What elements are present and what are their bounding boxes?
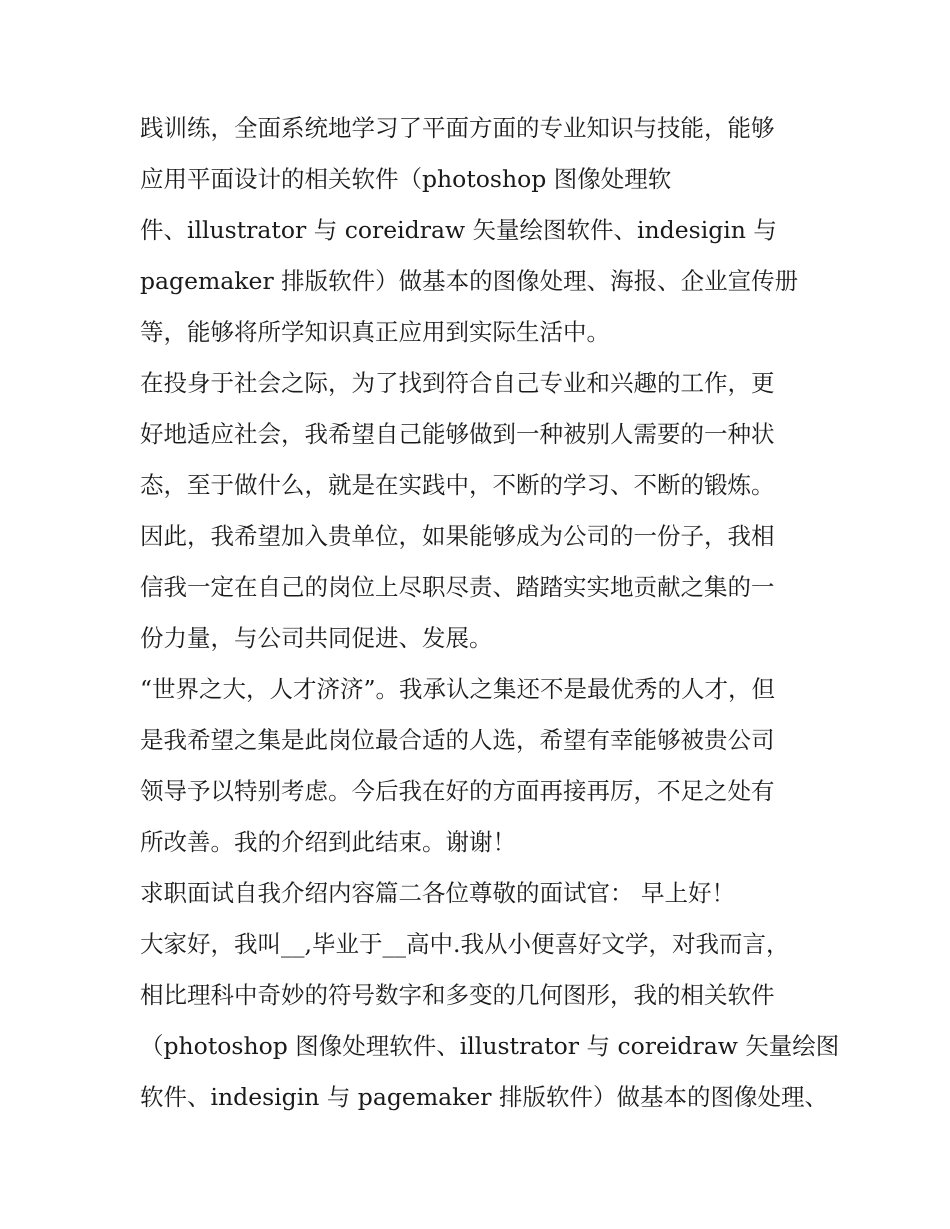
text-line: 等，能够将所学知识真正应用到实际生活中。 [140,318,610,346]
text-line: 件、illustrator 与 coreidraw 矢量绘图软件、indesigin 与 [140,216,777,244]
text-line: 所改善。我的介绍到此结束。谢谢！ [140,828,516,856]
text-line: 践训练，全面系统地学习了平面方面的专业知识与技能，能够 [140,114,775,142]
text-line: 在投身于社会之际，为了找到符合自己专业和兴趣的工作，更 [140,369,775,397]
text-line: 态，至于做什么，就是在实践中，不断的学习、不断的锻炼。 [140,471,775,499]
text-line: 份力量，与公司共同促进、发展。 [140,624,493,652]
text-line: （photoshop 图像处理软件、illustrator 与 coreidraw 矢量绘图 [140,1032,840,1060]
text-line: 信我一定在自己的岗位上尽职尽责、踏踏实实地贡献之集的一 [140,573,775,601]
text-line: pagemaker 排版软件）做基本的图像处理、海报、企业宣传册 [140,267,799,295]
text-line: 相比理科中奇妙的符号数字和多变的几何图形，我的相关软件 [140,981,775,1009]
text-line: 大家好，我叫__,毕业于__高中.我从小便喜好文学，对我而言， [140,930,790,958]
text-line: “世界之大，人才济济”。我承认之集还不是最优秀的人才，但 [140,675,776,703]
text-line: 因此，我希望加入贵单位，如果能够成为公司的一份子，我相 [140,522,775,550]
text-line: 软件、indesigin 与 pagemaker 排版软件）做基本的图像处理、 [140,1083,828,1111]
document-body [140,103,840,1123]
text-line: 应用平面设计的相关软件（photoshop 图像处理软 [140,165,672,193]
text-line: 好地适应社会，我希望自己能够做到一种被别人需要的一种状 [140,420,775,448]
text-line: 领导予以特别考虑。今后我在好的方面再接再厉，不足之处有 [140,777,775,805]
text-line: 是我希望之集是此岗位最合适的人选，希望有幸能够被贵公司 [140,726,775,754]
text-line: 求职面试自我介绍内容篇二各位尊敬的面试官： 早上好！ [140,879,735,907]
